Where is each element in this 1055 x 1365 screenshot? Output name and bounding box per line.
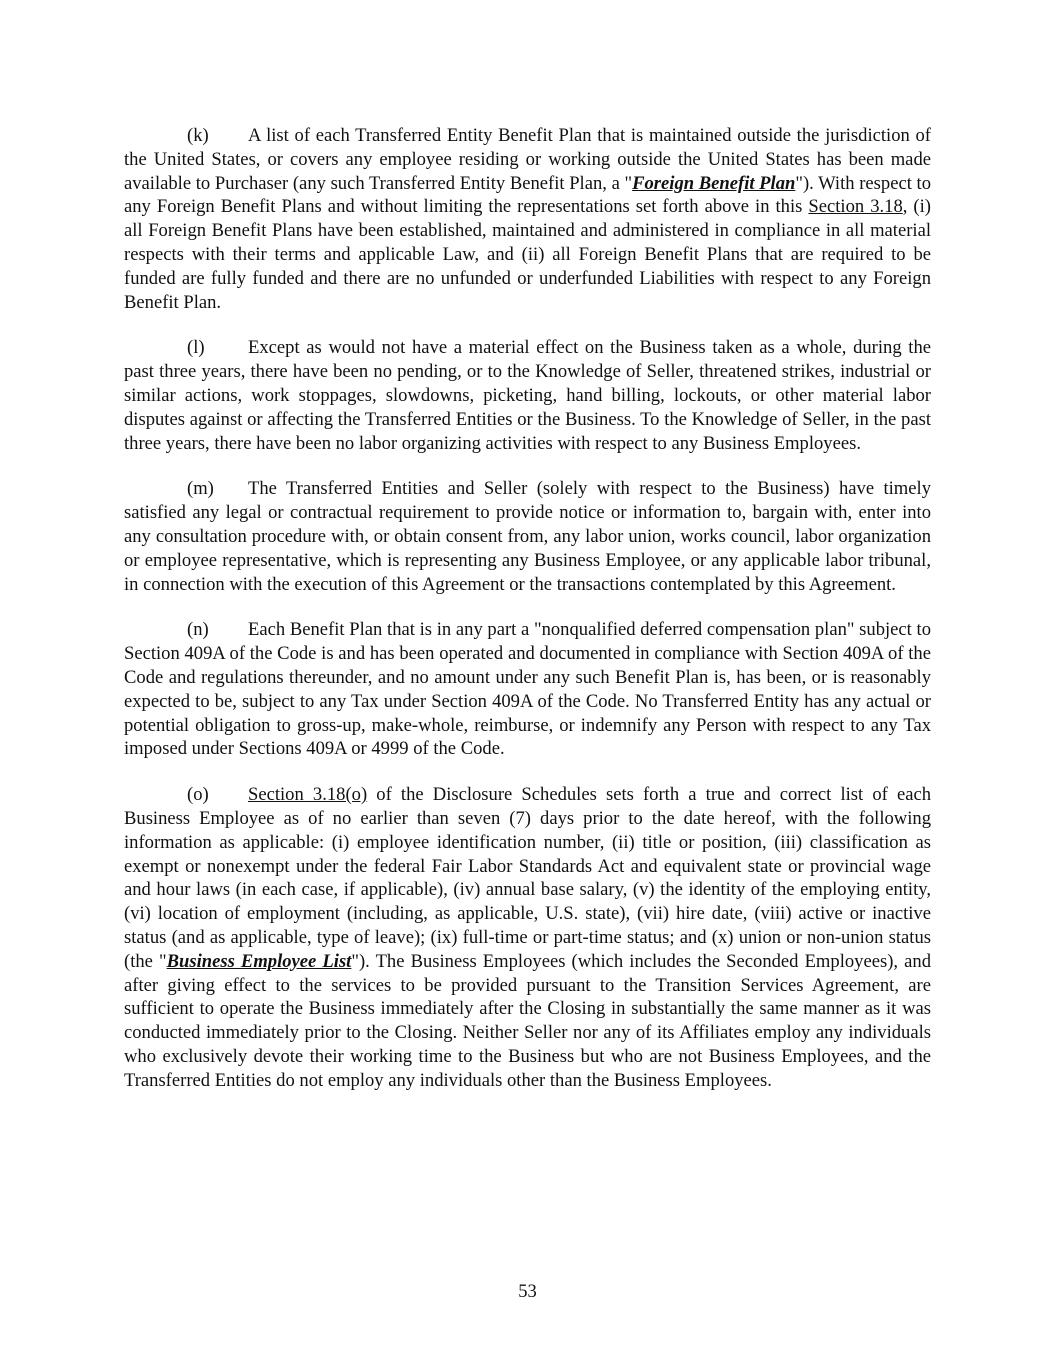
paragraph-marker: (l) — [187, 337, 205, 359]
page-number: 53 — [518, 1281, 537, 1302]
paragraph-text: Each Benefit Plan that is in any part a "nonqualified deferred compensation plan" subject to Section 409A of the Code is and has been operated and documented in compliance with Section 409A of the Code and regulations thereunder, and no amount under any such Benefit Plan is, has been, or is reasonably expected to be, subject to any Tax under Section 409A of the Code. No Transferred Entity has any actual or potential obligation to gross-up, make-whole, reimburse, or indemnify any Person with respect to any Tax imposed under Sections 409A or 4999 of the Code. — [124, 619, 931, 760]
paragraph-marker: (n) — [187, 619, 209, 641]
paragraph-m — [124, 477, 931, 596]
paragraph-o — [124, 783, 931, 1092]
paragraph-text: The Transferred Entities and Seller (solely with respect to the Business) have timely satisfied any legal or contractual requirement to provide notice or information to, bargain with, enter into any consultation procedure with, or obtain consent from, any labor union, works council, labor organization or employee representative, which is representing any Business Employee, or any applicable labor tribunal, in connection with the execution of this Agreement or the transactions contemplated by this Agreement. — [124, 478, 931, 595]
section-reference: Section 3.18 — [808, 196, 903, 218]
paragraph-text: of the Disclosure Schedules sets forth a true and correct list of each Business Employee as of no earlier than seven (7) days prior to the date hereof, with the following information as applicable: (i) employee identification number, (ii) title or position, (iii) classification as exempt or nonexempt under the federal Fair Labor Standards Act and equivalent state or provincial wage and hour laws (in each case, if applicable), (iv) annual base salary, (v) the identity of the employing entity, (vi) location of employment (including, as applicable, U.S. state), (vii) hire date, (viii) active or inactive status (and as applicable, type of leave); (ix) full-time or part-time status; and (x) union or non-union status (the " — [124, 784, 931, 972]
paragraph-l — [124, 336, 931, 455]
section-reference: Section 3.18(o) — [248, 784, 368, 806]
paragraph-n — [124, 618, 931, 761]
paragraph-marker: (m) — [187, 478, 214, 500]
paragraph-marker: (o) — [187, 784, 209, 806]
defined-term: Business Employee List — [166, 950, 352, 972]
paragraph-k — [124, 124, 931, 314]
document-page — [124, 124, 931, 1114]
paragraph-text: "). With respect to any Foreign Benefit Plans and without limiting the representations set forth above in this — [124, 172, 931, 218]
paragraph-text: Except as would not have a material effect on the Business taken as a whole, during the past three years, there have been no pending, or to the Knowledge of Seller, threatened strikes, industrial or similar actions, work stoppages, slowdowns, picketing, hand billing, lockouts, or other material labor disputes against or affecting the Transferred Entities or the Business. To the Knowledge of Seller, in the past three years, there have been no labor organizing activities with respect to any Business Employees. — [124, 337, 931, 454]
paragraph-text: , (i) all Foreign Benefit Plans have been established, maintained and administered in compliance in all material respects with their terms and applicable Law, and (ii) all Foreign Benefit Plans that are required to be funded are fully funded and there are no unfunded or underfunded Liabilities with respect to any Foreign Benefit Plan. — [124, 196, 931, 313]
paragraph-marker: (k) — [187, 125, 209, 146]
paragraph-text: A list of each Transferred Entity Benefit Plan that is maintained outside the jurisdiction of the United States, or covers any employee residing or working outside the United States has been made available to Purchaser (any such Transferred Entity Benefit Plan, a " — [124, 125, 931, 194]
paragraph-text: "). The Business Employees (which includes the Seconded Employees), and after giving effect to the services to be provided pursuant to the Transition Services Agreement, are sufficient to operate the Business immediately after the Closing in substantially the same manner as it was conducted immediately prior to the Closing. Neither Seller nor any of its Affiliates employ any individuals who exclusively devote their working time to the Business but who are not Business Employees, and the Transferred Entities do not employ any individuals other than the Business Employees. — [124, 950, 931, 1091]
defined-term: Foreign Benefit Plan — [632, 172, 796, 194]
